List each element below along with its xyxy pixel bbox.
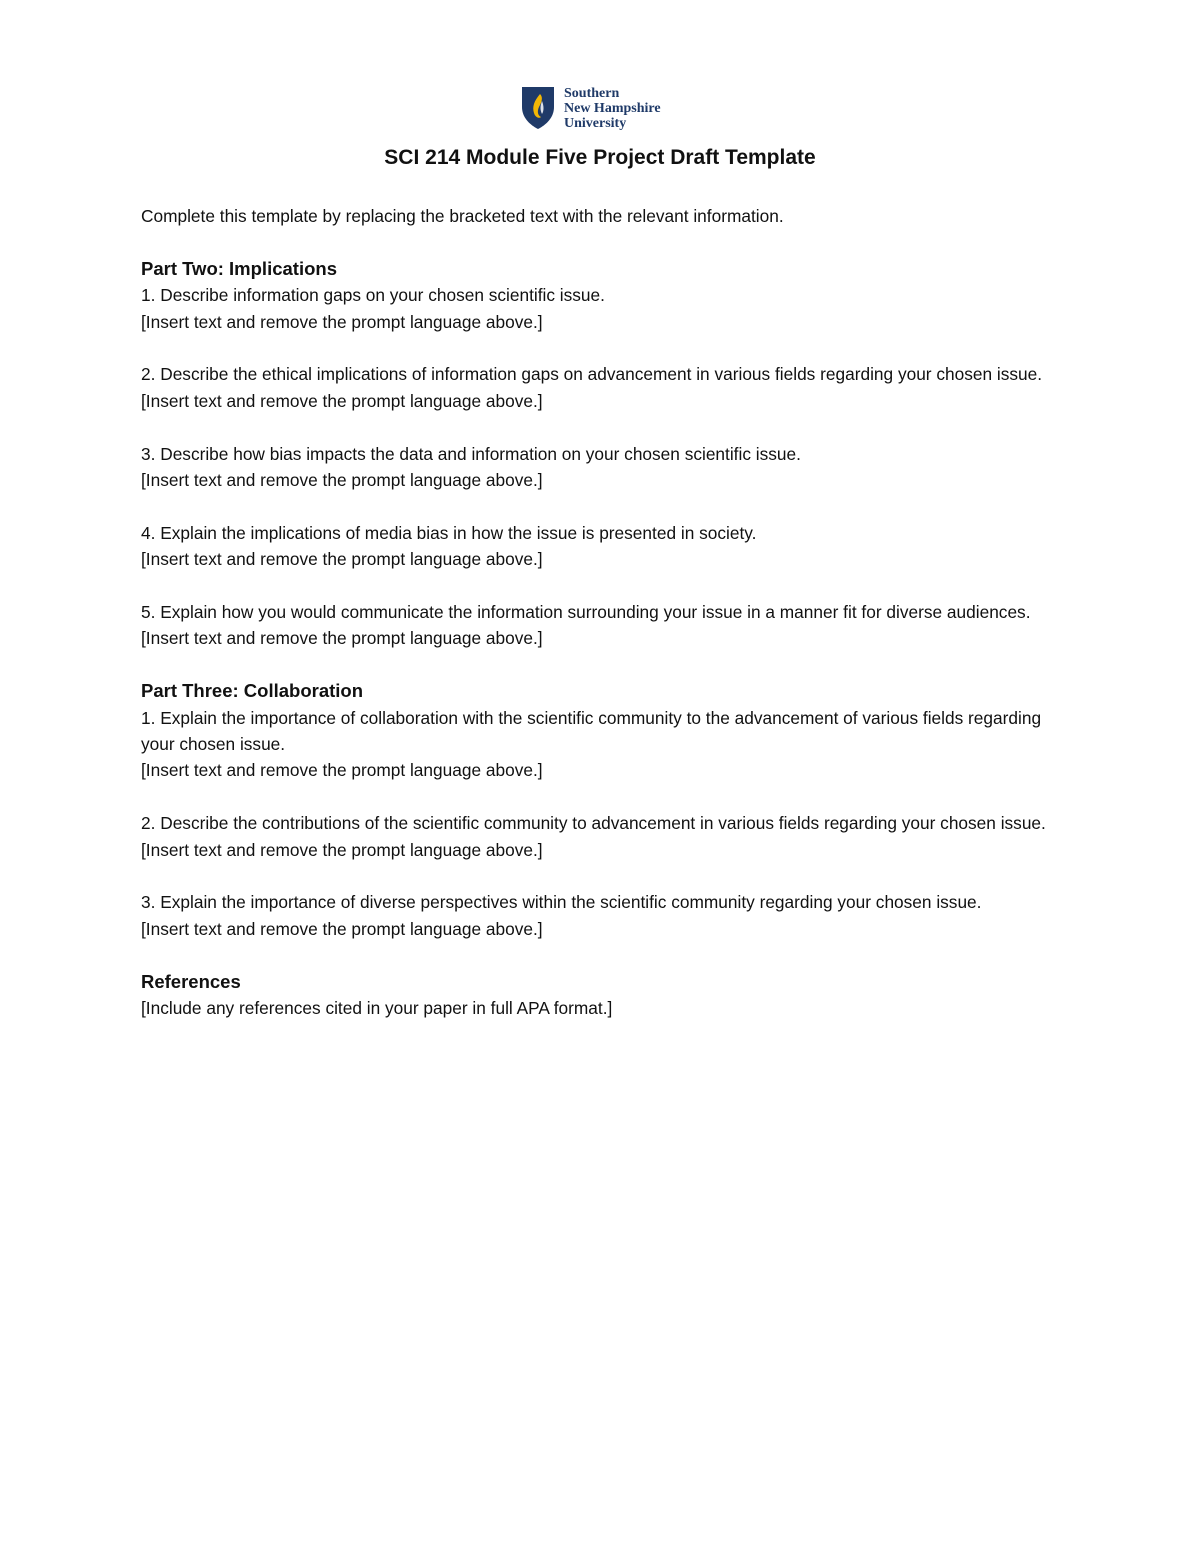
placeholder-text: [Insert text and remove the prompt language above.]: [141, 918, 543, 939]
prompt-text: 3. Describe how bias impacts the data and information on your chosen scientific issue.: [141, 443, 801, 464]
part-three-item-1: [141, 705, 1061, 784]
document-body: [141, 203, 1061, 1021]
intro-text: Complete this template by replacing the bracketed text with the relevant information.: [141, 206, 784, 226]
placeholder-text: [Insert text and remove the prompt language above.]: [141, 839, 543, 860]
logo-line-1: Southern: [564, 85, 620, 101]
prompt-text: 2. Describe the ethical implications of information gaps on advancement in various fields regarding your chosen issue.: [141, 364, 1043, 385]
logo-line-2: New Hampshire: [564, 100, 661, 116]
shield-flame-icon: [520, 85, 556, 131]
logo-line-3: University: [564, 115, 627, 131]
part-two-item-4: [141, 520, 1061, 573]
part-three-item-3: [141, 889, 1061, 942]
part-two-item-5: [141, 599, 1061, 652]
part-three-heading: Part Three: Collaboration: [141, 680, 364, 702]
prompt-text: 3. Explain the importance of diverse perspectives within the scientific community regarding your chosen issue.: [141, 892, 982, 913]
references-heading: References: [141, 970, 241, 992]
part-two-item-1: [141, 282, 1061, 335]
prompt-text: 4. Explain the implications of media bias in how the issue is presented in society.: [141, 522, 757, 543]
university-logo: [520, 84, 690, 132]
placeholder-text: [Insert text and remove the prompt language above.]: [141, 628, 543, 649]
placeholder-text: [Insert text and remove the prompt language above.]: [141, 549, 543, 570]
prompt-text: 1. Describe information gaps on your chosen scientific issue.: [141, 285, 605, 306]
part-two-item-2: [141, 361, 1061, 414]
placeholder-text: [Insert text and remove the prompt language above.]: [141, 311, 543, 332]
references-placeholder: [Include any references cited in your paper in full APA format.]: [141, 998, 613, 1019]
prompt-text: 2. Describe the contributions of the scientific community to advancement in various fields regarding your chosen issue.: [141, 813, 1046, 834]
placeholder-text: [Insert text and remove the prompt language above.]: [141, 470, 543, 491]
part-two-heading: Part Two: Implications: [141, 257, 337, 279]
part-two-item-3: [141, 441, 1061, 494]
part-three-item-2: [141, 810, 1061, 863]
prompt-text: 1. Explain the importance of collaboration with the scientific community to the advancement of various fields regarding your chosen issue.: [141, 707, 1042, 755]
placeholder-text: [Insert text and remove the prompt language above.]: [141, 760, 543, 781]
placeholder-text: [Insert text and remove the prompt language above.]: [141, 390, 543, 411]
prompt-text: 5. Explain how you would communicate the information surrounding your issue in a manner fit for diverse audiences.: [141, 602, 1031, 623]
logo-wordmark: [564, 86, 661, 131]
document-title: SCI 214 Module Five Project Draft Template: [384, 146, 816, 169]
